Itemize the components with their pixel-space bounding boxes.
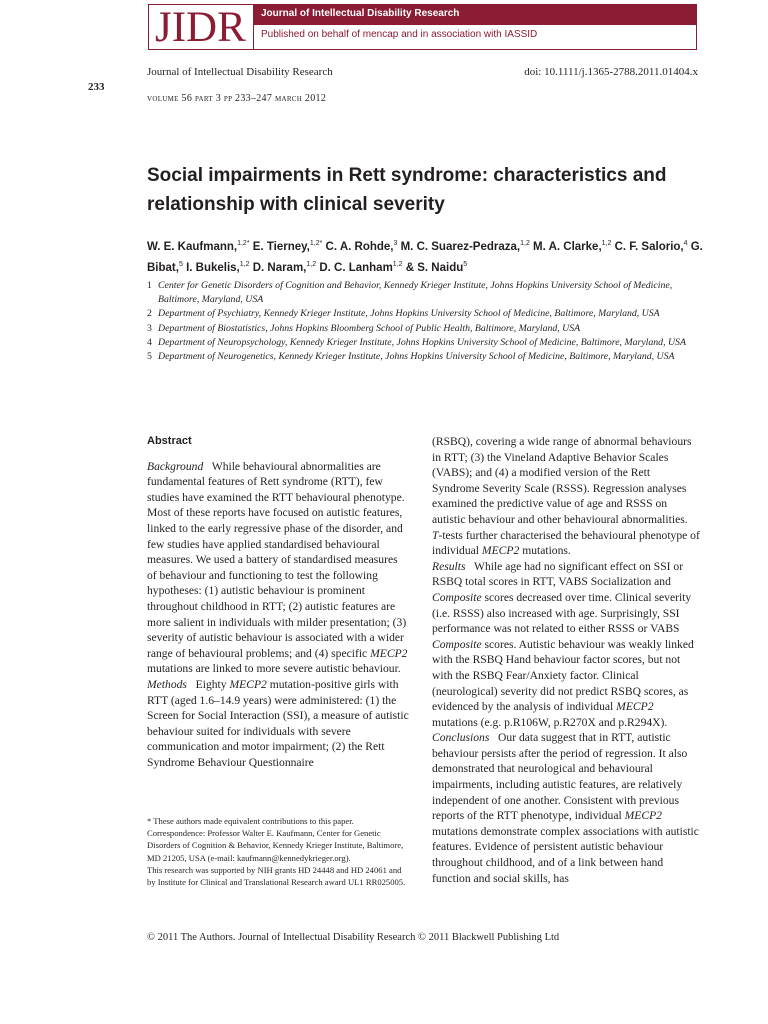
article-title: Social impairments in Rett syndrome: characteristics and relationship with clinical severity: [147, 165, 667, 215]
affiliation-text: Center for Genetic Disorders of Cognition and Behavior, Kennedy Krieger Institute, Johns Hopkins University School of Medicine, Baltimore, Maryland, USA: [158, 280, 673, 306]
author-affiliation-marker: 1,2: [601, 240, 612, 247]
author-affiliation-marker: 1,2: [239, 260, 250, 268]
abstract-methods: [147, 677, 409, 771]
affiliation-number: 4: [147, 336, 152, 348]
author-affiliation-marker: 1,2*: [237, 240, 250, 247]
abstract-results: [432, 559, 700, 731]
background-text: While behavioural abnormalities are fundamental features of Rett syndrome (RTT), few studies have examined the RTT behavioural phenotype. Most of these reports have focused on autistic features, linked to the early regressive phase of the disorder, and few studies have applied standardised behavioural measures. We used a battery of standardised measures of behaviour and functioning to test the following hypotheses: (1) autistic behaviour is prominent throughout childhood in RTT; (2) autistic features are more salient in individuals with milder presentation; (3) severity of autistic behaviour is associated with a wider range of behavioural problems; and (4) specific: [147, 459, 407, 660]
author-name: & S. Naidu: [405, 261, 464, 274]
methods-text-d: -tests further characterised the behavioural phenotype of individual: [432, 528, 700, 558]
abstract-heading: Abstract: [147, 435, 192, 447]
banner-subtitle: Published on behalf of mencap and in association with IASSID: [261, 29, 538, 40]
author-name: I. Bukelis,: [186, 261, 240, 274]
author-affiliation-marker: 1,2: [306, 260, 317, 268]
author-name: M. A. Clarke,: [533, 240, 602, 253]
author: [147, 241, 250, 253]
author: [253, 262, 316, 274]
abstract-left-column: [147, 434, 409, 770]
affiliation-item: [147, 279, 707, 307]
abstract-methods-cont: [432, 434, 700, 559]
results-text-a: While age had no significant effect on SSI or RSBQ total scores in RTT, VABS Socialization and: [432, 559, 684, 589]
author-name: E. Tierney,: [252, 240, 310, 253]
affiliation-item: [147, 322, 707, 336]
background-end: mutations are linked to more severe autistic behaviour.: [147, 662, 401, 676]
affiliation-item: [147, 307, 707, 321]
affiliation-text: Department of Neurogenetics, Kennedy Krieger Institute, Johns Hopkins University School of Medicine, Baltimore, Maryland, USA: [158, 351, 675, 363]
author-name: D. C. Lanham: [319, 261, 393, 274]
footnote: [147, 815, 409, 888]
author-affiliation-marker: 3: [393, 240, 398, 247]
affiliation-item: [147, 350, 707, 364]
results-label: Results: [432, 559, 466, 573]
affiliation-text: Department of Psychiatry, Kennedy Krieger Institute, Johns Hopkins University School of Medicine, Baltimore, Maryland, USA: [158, 308, 660, 320]
conclusions-text-a: Our data suggest that in RTT, autistic behaviour persists after the period of regression. It also demonstrated that neurological and behavioural impairments, including autistic features, are relatively independent of one another. Consistent with previous reports of the RTT phenotype, individual: [432, 731, 688, 823]
results-text-b: scores decreased over time. Clinical severity (i.e. RSSS) also increased with age. Surprisingly, SSI performance was not related to either RSSS or VABS: [432, 590, 692, 636]
footnote-funding: This research was supported by NIH grants HD 24448 and HD 24061 and by Institute for Clinical and Translational Research award UL1 RR025005.: [147, 864, 406, 888]
doi[interactable]: doi: 10.1111/j.1365-2788.2011.01404.x: [524, 66, 698, 78]
affiliation-number: 3: [147, 322, 152, 334]
methods-text-c: (RSBQ), covering a wide range of abnormal behaviours in RTT; (3) the Vineland Adaptive Behavior Scales (VABS); and (4) a modified version of the Rett Syndrome Severity Scale (RSSS). Regression analyses examined the predictive value of age and RSSS on autistic behaviour and other behavioural abnormalities.: [432, 435, 692, 526]
results-composite-2: Composite: [432, 637, 482, 651]
author: [533, 241, 611, 253]
author-affiliation-marker: 5: [463, 260, 468, 268]
methods-text-b: mutation-positive girls with RTT (aged 1.6–14.9 years) were administered: (1) the Screen for Social Interaction (SSI), a measure of autistic behaviour suited for individuals with severe communication and motor impairment; (2) the Rett Syndrome Behaviour Questionnaire: [147, 677, 409, 769]
journal-logo: JIDR: [155, 4, 246, 51]
author-list: [147, 235, 707, 277]
results-composite: Composite: [432, 590, 482, 604]
results-text-d: mutations (e.g. p.R106W, p.R270X and p.R294X).: [432, 715, 668, 729]
conclusions-gene: MECP2: [624, 809, 662, 823]
author-name: M. C. Suarez-Pedraza,: [400, 240, 521, 253]
affiliation-number: 5: [147, 351, 152, 363]
author-affiliation-marker: 1,2: [392, 260, 403, 268]
affiliation-number: 1: [147, 280, 152, 291]
author-affiliation-marker: 1,2*: [309, 240, 323, 247]
author: [253, 241, 323, 253]
affiliation-number: 2: [147, 308, 152, 320]
abstract-right-column: [432, 434, 700, 886]
background-label: Background: [147, 459, 204, 473]
running-journal-name: Journal of Intellectual Disability Research: [147, 66, 333, 78]
methods-gene-2: MECP2: [481, 544, 520, 558]
author-name: G. Bibat,: [147, 240, 703, 274]
footnote-equal: * These authors made equivalent contributions to this paper.: [147, 816, 354, 826]
volume-line: volume 56 part 3 pp 233–247 march 2012: [147, 93, 327, 104]
conclusions-text-b: mutations demonstrate complex associations with autistic features. Evidence of persistent autistic behaviour throughout childhood, and of a link between hand function and social skills, has: [432, 824, 699, 885]
methods-text-a: Eighty: [195, 677, 227, 691]
methods-label: Methods: [147, 677, 187, 691]
banner-title: Journal of Intellectual Disability Research: [261, 8, 460, 19]
conclusions-label: Conclusions: [432, 731, 490, 745]
author: [615, 241, 688, 253]
author-name: W. E. Kaufmann,: [147, 240, 238, 253]
methods-t: T: [432, 528, 439, 542]
author: [401, 241, 530, 253]
footnote-correspondence: Correspondence: Professor Walter E. Kaufmann, Center for Genetic Disorders of Cognition & Behavior, Kennedy Krieger Institute, Baltimore, MD 21205, USA (e-mail: kaufmann@kennedykrieger.org).: [147, 828, 404, 863]
journal-banner: [148, 4, 697, 50]
author-affiliation-marker: 4: [683, 240, 688, 247]
author: [406, 262, 467, 274]
author: [186, 262, 249, 274]
author-affiliation-marker: 1,2: [520, 240, 530, 247]
author-affiliation-marker: 5: [178, 260, 183, 268]
author-name: D. Naram,: [252, 261, 307, 274]
results-text-c: scores. Autistic behaviour was weakly linked with the RSBQ Hand behaviour factor scores, but not with the RSBQ Fear/Anxiety factor. Clinical (neurological) severity did not predict RSBQ scores, as evidenced by the analysis of individual: [432, 637, 694, 714]
methods-gene: MECP2: [229, 677, 267, 691]
author-name: C. F. Salorio,: [614, 240, 684, 253]
author: [319, 262, 402, 274]
affiliation-list: [147, 279, 707, 364]
affiliation-text: Department of Neuropsychology, Kennedy Krieger Institute, Johns Hopkins University School of Medicine, Baltimore, Maryland, USA: [158, 336, 686, 348]
affiliation-item: [147, 336, 707, 350]
author-name: C. A. Rohde,: [325, 240, 394, 253]
page-number: 233: [88, 81, 105, 93]
background-gene: MECP2: [370, 646, 408, 660]
abstract-conclusions: [432, 730, 700, 886]
abstract-background: [147, 459, 409, 677]
methods-text-e: mutations.: [522, 544, 571, 558]
author: [326, 241, 398, 253]
affiliation-text: Department of Biostatistics, Johns Hopkins Bloomberg School of Public Health, Baltimore, Maryland, USA: [158, 322, 581, 334]
copyright-line: © 2011 The Authors. Journal of Intellectual Disability Research © 2011 Blackwell Publishing Ltd: [147, 932, 560, 943]
results-gene: MECP2: [616, 700, 654, 714]
